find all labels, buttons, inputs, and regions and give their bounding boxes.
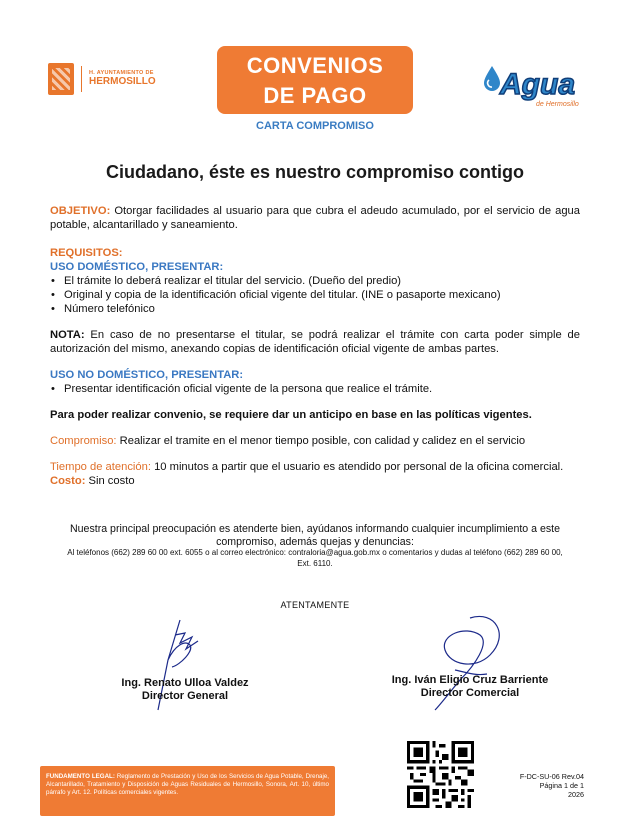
tiempo-paragraph — [50, 460, 580, 474]
compromiso-text: Realizar el tramite en el menor tiempo posible, con calidad y calidez en el servicio — [116, 435, 526, 447]
doc-page: Página 1 de 1 — [539, 781, 584, 790]
atentamente: ATENTAMENTE — [280, 600, 350, 610]
signatory-name: Ing. Renato Ulloa Valdez — [121, 677, 249, 689]
ayuntamiento-logo — [48, 62, 168, 96]
costo-paragraph — [50, 474, 580, 488]
uso-no-domestico-list — [50, 382, 580, 396]
compromiso-paragraph — [50, 434, 580, 448]
logo-text — [89, 71, 156, 87]
logo-big-text: HERMOSILLO — [89, 75, 156, 87]
nota-paragraph — [50, 328, 580, 356]
doc-code: F-DC-SU-06 Rev.04 — [519, 772, 584, 781]
anticipo-statement: Para poder realizar convenio, se requiere dar un anticipo en base en las políticas vigentes. — [50, 409, 532, 421]
page-heading: Ciudadano, éste es nuestro compromiso contigo — [105, 162, 525, 182]
signatory-1 — [100, 677, 270, 703]
list-item: • El trámite lo deberá realizar el titular del servicio. (Dueño del predio) — [50, 274, 580, 288]
requisitos-label: REQUISITOS: — [50, 247, 123, 259]
tiempo-label: Tiempo de atención: — [50, 461, 151, 473]
uso-domestico-list — [50, 274, 580, 316]
banner-line-1: CONVENIOS — [246, 53, 384, 78]
agua-logo-text: Agua — [500, 68, 575, 101]
objetivo-text: Otorgar facilidades al usuario para que cubra el adeudo acumulado, por el servicio de agua potable, alcantarillado y saneamiento. — [50, 205, 580, 231]
uso-domestico-label: USO DOMÉSTICO, PRESENTAR: — [50, 261, 224, 273]
objetivo-paragraph — [50, 204, 580, 232]
signatory-title: Director General — [141, 690, 229, 702]
nota-label: NOTA: — [50, 329, 85, 341]
objetivo-label: OBJETIVO: — [50, 205, 111, 217]
list-item: • Original y copia de la identificación oficial vigente del titular. (INE o pasaporte mexicano) — [50, 288, 580, 302]
main-content — [50, 204, 580, 488]
page-subtitle: CARTA COMPROMISO — [256, 120, 374, 132]
agua-logo-sub: de Hermosillo — [536, 101, 579, 108]
nota-text: En caso de no presentarse el titular, se podrá realizar el trámite con carta poder simple de autorización del mismo, anexando copias de identificación oficial vigente de ambas partes. — [50, 329, 580, 355]
doc-year: 2026 — [568, 790, 584, 799]
legal-text: Reglamento de Prestación y Uso de los Servicios de Agua Potable, Drenaje, Alcantarillado, Tratamiento y Disposición de Aguas Residuales de Hermosillo, Sonora, Art. 10, último párrafo y Art. 12. Políticas comerciales vigentes. — [46, 773, 329, 797]
agua-hermosillo-logo — [478, 56, 588, 112]
signatory-2 — [355, 674, 585, 700]
list-item: • Presentar identificación oficial vigente de la persona que realice el trámite. — [50, 382, 580, 396]
costo-label: Costo: — [50, 475, 86, 487]
qr-code-icon — [407, 741, 474, 808]
hermosillo-shield-icon — [48, 63, 74, 95]
logo-divider — [81, 66, 82, 92]
costo-text: Sin costo — [85, 475, 135, 487]
signatory-name: Ing. Iván Eligio Cruz Barriente — [391, 674, 549, 686]
document-info — [496, 772, 584, 799]
logo-small-text: H. AYUNTAMIENTO DE — [89, 70, 154, 77]
tiempo-text: 10 minutos a partir que el usuario es atendido por personal de la oficina comercial. — [150, 461, 564, 473]
signatory-title: Director Comercial — [420, 687, 520, 699]
banner-line-2: DE PAGO — [263, 83, 367, 108]
footer-contact: Al teléfonos (662) 289 60 00 ext. 6055 o al correo electrónico: contraloria@agua.gob.mx o comentarios y dudas al teléfono (662) 289 60 00, Ext. 6110. — [67, 548, 563, 568]
compromiso-label: Compromiso: — [50, 435, 117, 447]
list-item: • Número telefónico — [50, 302, 580, 316]
footer-message: Nuestra principal preocupación es atenderte bien, ayúdanos informando cualquier incumplimiento a este compromiso, además quejas y denuncias: — [70, 523, 560, 548]
legal-basis-box — [40, 766, 335, 816]
uso-no-domestico-label: USO NO DOMÉSTICO, PRESENTAR: — [50, 369, 244, 381]
title-banner — [217, 46, 413, 114]
legal-label: FUNDAMENTO LEGAL: — [46, 773, 115, 780]
